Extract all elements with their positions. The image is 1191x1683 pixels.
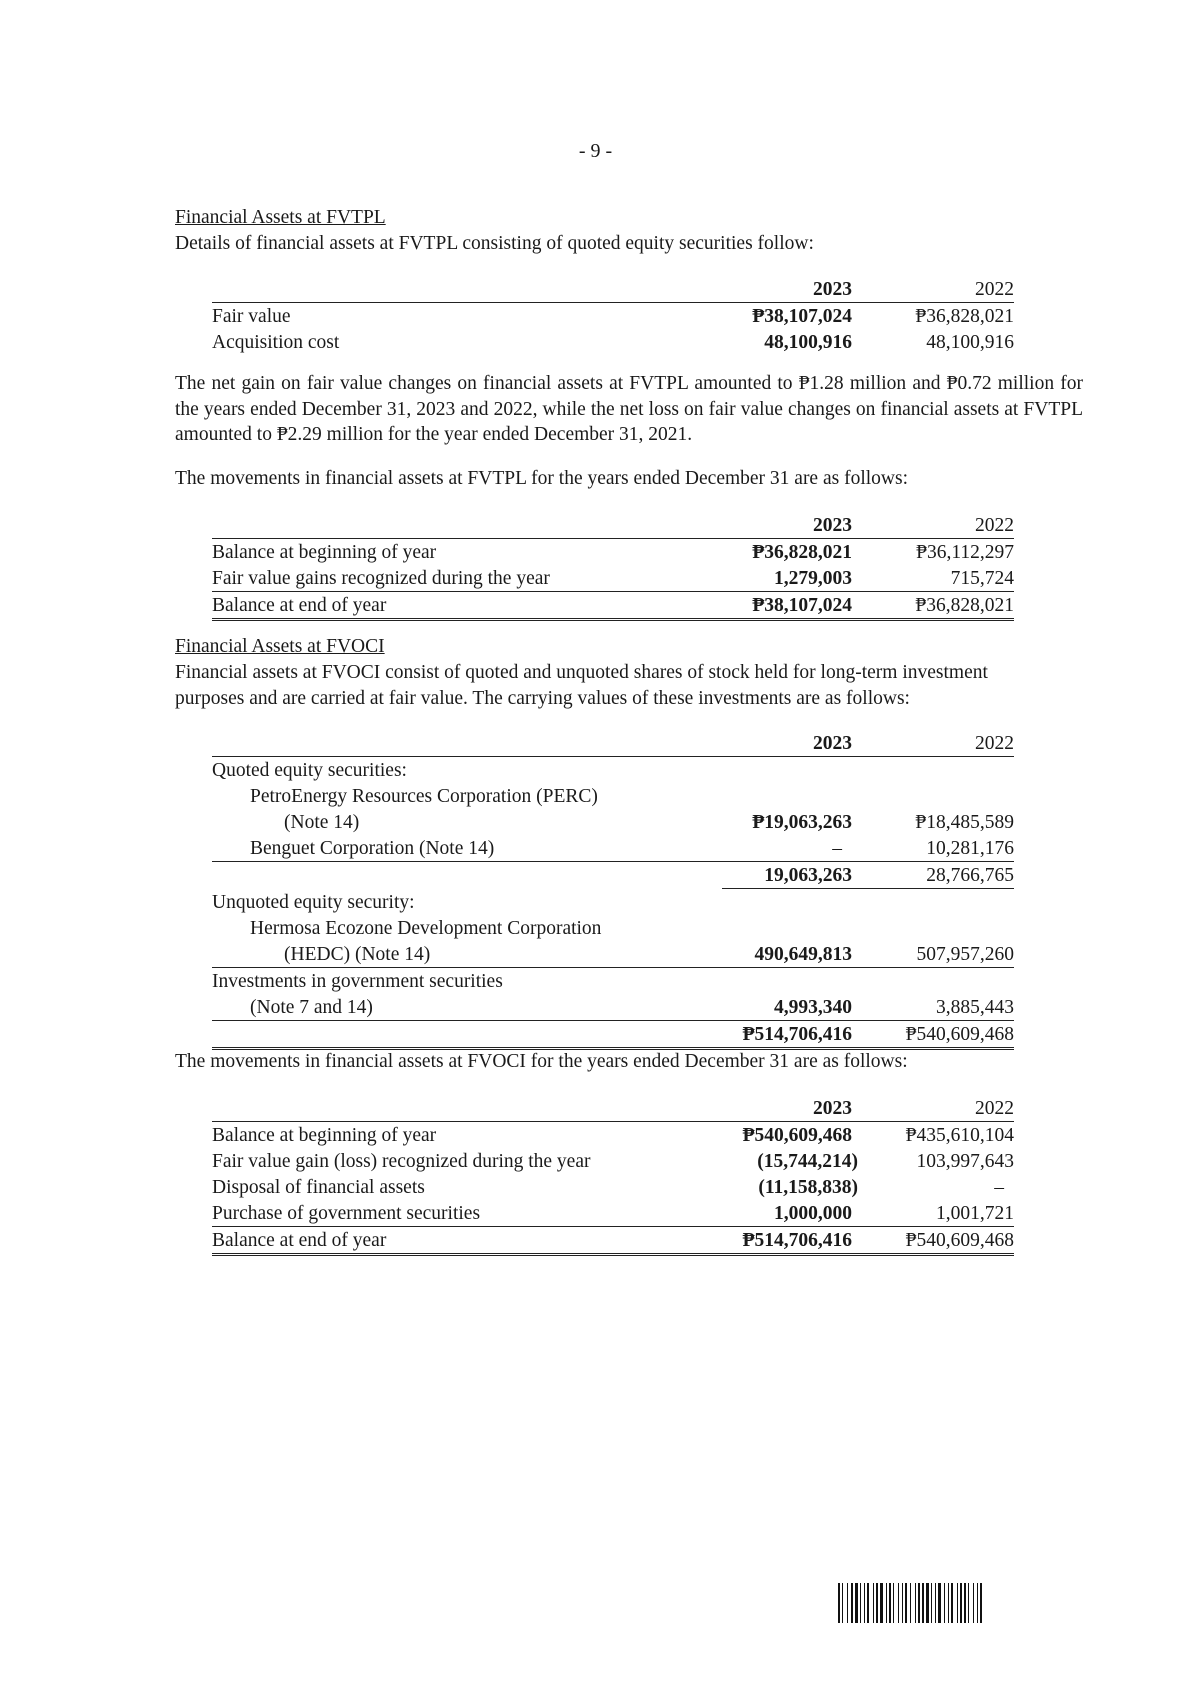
value-2023: ₱36,828,021 (752, 542, 852, 563)
row-label: Balance at beginning of year (212, 1125, 437, 1146)
barcode-bar (938, 1583, 941, 1623)
table-row (212, 889, 1014, 916)
barcode-bar (977, 1583, 978, 1623)
table-total-row (212, 1021, 1014, 1049)
row-label: PetroEnergy Resources Corporation (PERC) (250, 786, 598, 807)
value-2023: (11,158,838) (758, 1177, 858, 1198)
row-label: Fair value gains recognized during the year (212, 565, 722, 592)
barcode (838, 1583, 1081, 1623)
row-label: Hermosa Ecozone Development Corporation (250, 918, 602, 939)
value-2022: ₱36,828,021 (852, 592, 1014, 620)
barcode-bar (898, 1583, 899, 1623)
barcode-bar (855, 1583, 858, 1623)
value-2023: ₱19,063,263 (752, 812, 852, 833)
fvoci-intro-line2: purposes and are carried at fair value. The carrying values of these investments are as follows: (175, 688, 910, 709)
barcode-bar (886, 1583, 887, 1623)
value-2023: ₱38,107,024 (752, 306, 852, 327)
row-label: Fair value (212, 306, 291, 327)
table-row (212, 539, 1014, 566)
value-2023: 490,649,813 (722, 941, 852, 968)
table-row (212, 1148, 1014, 1174)
barcode-bar (944, 1583, 945, 1623)
value-2023: 1,000,000 (722, 1200, 852, 1227)
value-2022: ₱36,828,021 (915, 306, 1014, 327)
barcode-bar (847, 1583, 848, 1623)
row-label: (Note 14) (284, 812, 360, 833)
barcode-bar (951, 1583, 953, 1623)
barcode-bar (926, 1583, 929, 1623)
barcode-bar (902, 1583, 903, 1623)
year-2022-header: 2022 (852, 1095, 1014, 1122)
value-2022: 715,724 (852, 565, 1014, 592)
row-label: (Note 7 and 14) (212, 994, 722, 1021)
barcode-bar (910, 1583, 911, 1623)
barcode-bar (957, 1583, 958, 1623)
barcode-bar (889, 1583, 891, 1623)
year-2023-header: 2023 (722, 512, 852, 539)
table-row (212, 1174, 1014, 1200)
barcode-bar (922, 1583, 924, 1623)
year-2023-header: 2023 (722, 1095, 852, 1122)
value-2022: ₱435,610,104 (905, 1125, 1014, 1146)
table-header-row (212, 512, 1014, 539)
value-2023: – (722, 835, 852, 862)
barcode-bar (905, 1583, 907, 1623)
value-2023: (15,744,214) (757, 1151, 858, 1172)
barcode-bar (873, 1583, 874, 1623)
year-2022-header: 2022 (852, 512, 1014, 539)
table-row (212, 941, 1014, 968)
barcode-bar (948, 1583, 949, 1623)
fvoci-movements-table (212, 1095, 1014, 1256)
table-subtotal-row (212, 862, 1014, 889)
fvoci-intro-line1: Financial assets at FVOCI consist of quoted and unquoted shares of stock held for long-term investment (175, 662, 988, 683)
table-row (212, 329, 1014, 355)
value-2023: ₱514,706,416 (722, 1227, 852, 1255)
total-2022: ₱540,609,468 (852, 1021, 1014, 1049)
value-2022: ₱540,609,468 (852, 1227, 1014, 1255)
barcode-bar (851, 1583, 853, 1623)
year-2023-header: 2023 (722, 730, 852, 757)
value-2023: 19,063,263 (722, 862, 852, 889)
value-2022: ₱36,112,297 (916, 542, 1014, 563)
value-2023: 1,279,003 (722, 565, 852, 592)
row-label: Quoted equity securities: (212, 760, 407, 781)
barcode-bar (860, 1583, 861, 1623)
year-2022-header: 2022 (852, 276, 1014, 303)
row-label: Benguet Corporation (Note 14) (212, 835, 722, 862)
table-row (212, 994, 1014, 1021)
table-row (212, 809, 1014, 835)
fvtpl-net-gain-paragraph (175, 371, 1083, 448)
row-label: Fair value gain (loss) recognized during the year (212, 1151, 591, 1172)
value-2022: 48,100,916 (926, 332, 1014, 353)
row-label: Disposal of financial assets (212, 1177, 425, 1198)
barcode-bar (918, 1583, 920, 1623)
barcode-bar (880, 1583, 883, 1623)
table-total-row (212, 1227, 1014, 1255)
barcode-bar (867, 1583, 869, 1623)
barcode-bar (838, 1583, 840, 1623)
table-header-row (212, 1095, 1014, 1122)
row-label: Balance at end of year (212, 592, 722, 620)
table-row (212, 783, 1014, 809)
table-row (212, 1122, 1014, 1149)
fvoci-carrying-values-table (212, 730, 1014, 1050)
year-2023-header: 2023 (722, 276, 852, 303)
fvoci-heading: Financial Assets at FVOCI (175, 636, 385, 657)
barcode-bar (960, 1583, 962, 1623)
fvtpl-movements-table (212, 512, 1014, 621)
year-2022-header: 2022 (852, 730, 1014, 757)
value-2022: 1,001,721 (852, 1200, 1014, 1227)
row-label: (HEDC) (Note 14) (212, 941, 722, 968)
barcode-bar (864, 1583, 865, 1623)
value-2022: ₱18,485,589 (915, 812, 1014, 833)
fvtpl-intro: Details of financial assets at FVTPL consisting of quoted equity securities follow: (175, 233, 814, 254)
barcode-bar (893, 1583, 894, 1623)
barcode-bar (973, 1583, 974, 1623)
value-2022: 3,885,443 (852, 994, 1014, 1021)
barcode-bar (915, 1583, 916, 1623)
fvtpl-movements-intro: The movements in financial assets at FVTPL for the years ended December 31 are as follows: (175, 468, 909, 489)
table-row (212, 915, 1014, 941)
value-2023: ₱540,609,468 (742, 1125, 852, 1146)
value-2023: 48,100,916 (764, 332, 852, 353)
table-row (212, 968, 1014, 995)
barcode-bar (931, 1583, 932, 1623)
fvtpl-fair-value-table (212, 276, 1014, 355)
fvoci-movements-intro: The movements in financial assets at FVOCI for the years ended December 31 are as follows: (175, 1051, 908, 1072)
table-row (212, 835, 1014, 862)
fvtpl-section-header (175, 205, 1083, 257)
barcode-bar (935, 1583, 936, 1623)
row-label: Balance at end of year (212, 1227, 722, 1255)
row-label: Acquisition cost (212, 332, 340, 353)
row-label: Purchase of government securities (212, 1200, 722, 1227)
value-2022: – (994, 1177, 1004, 1198)
table-row (212, 757, 1014, 784)
value-2023: 4,993,340 (722, 994, 852, 1021)
fvtpl-heading: Financial Assets at FVTPL (175, 207, 386, 228)
total-2023: ₱514,706,416 (722, 1021, 852, 1049)
table-row (212, 565, 1014, 592)
table-row (212, 1200, 1014, 1227)
value-2022: 103,997,643 (916, 1151, 1014, 1172)
value-2022: 507,957,260 (852, 941, 1014, 968)
table-row (212, 303, 1014, 330)
barcode-bar (842, 1583, 843, 1623)
barcode-bar (964, 1583, 966, 1623)
net-gain-text: The net gain on fair value changes on financial assets at FVTPL amounted to ₱1.28 million and ₱0.72 million for the years ended December 31, 2023 and 2022, while the net loss on fair value changes on financial assets at FVTPL amounted to ₱2.29 million for the year ended December 31, 2021. (175, 373, 1083, 445)
barcode-bar (968, 1583, 969, 1623)
page-number: - 9 - (578, 140, 613, 162)
row-label: Balance at beginning of year (212, 542, 437, 563)
row-label: Investments in government securities (212, 971, 503, 992)
value-2023: ₱38,107,024 (722, 592, 852, 620)
fvoci-section-header (175, 634, 1083, 712)
table-header-row (212, 276, 1014, 303)
value-2022: 28,766,765 (852, 862, 1014, 889)
barcode-bar (876, 1583, 878, 1623)
row-label: Unquoted equity security: (212, 892, 415, 913)
barcode-bar (980, 1583, 982, 1623)
table-header-row (212, 730, 1014, 757)
table-total-row (212, 592, 1014, 620)
value-2022: 10,281,176 (852, 835, 1014, 862)
